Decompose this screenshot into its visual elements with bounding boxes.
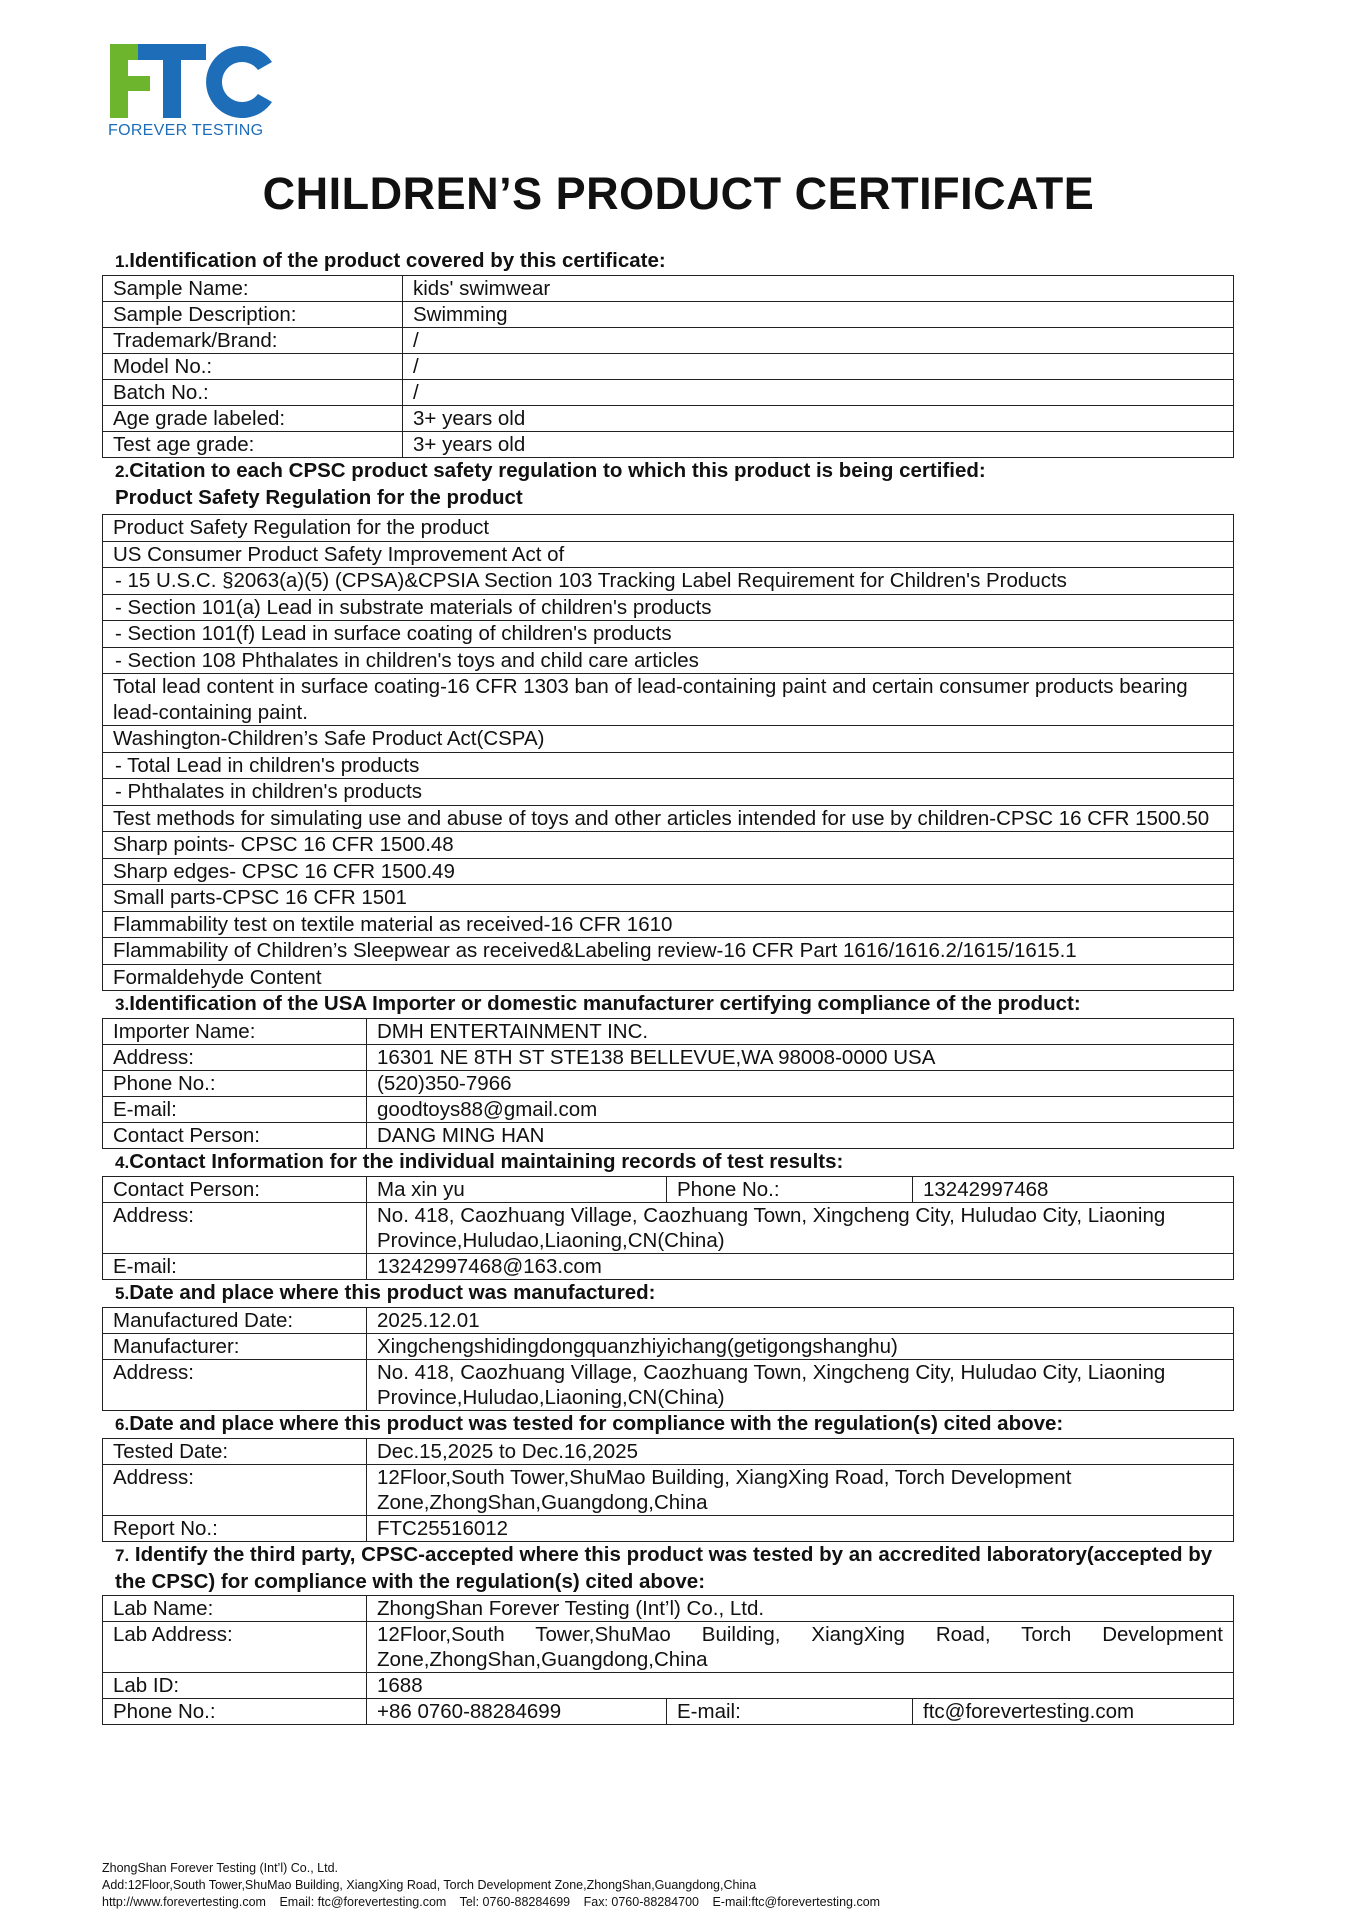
page-footer bbox=[102, 1860, 890, 1911]
table-row: Lab Address: 12Floor,South Tower,ShuMao Building, XiangXing Road, Torch Development Zone,ZhongShan,Guangdong,China bbox=[103, 1622, 1234, 1673]
table-row: Manufacturer: Xingchengshidingdongquanzhiyichang(getigongshanghu) bbox=[103, 1334, 1234, 1360]
footer-website[interactable]: http://www.forevertesting.com bbox=[102, 1895, 266, 1909]
section-2-subheading: Product Safety Regulation for the product bbox=[115, 486, 523, 509]
table-row: Address: No. 418, Caozhuang Village, Caozhuang Town, Xingcheng City, Huludao City, Liaoning Province,Huludao,Liaoning,CN(China) bbox=[103, 1203, 1234, 1254]
table-row: - Section 101(f) Lead in surface coating of children's products bbox=[103, 621, 1234, 648]
section-7-table bbox=[102, 1595, 1234, 1725]
section-3-heading: 3.Identification of the USA Importer or domestic manufacturer certifying compliance of the product: bbox=[115, 992, 1081, 1015]
table-row: Sharp points- CPSC 16 CFR 1500.48 bbox=[103, 832, 1234, 859]
table-row: E-mail: 13242997468@163.com bbox=[103, 1254, 1234, 1280]
section-1-heading: 1.Identification of the product covered by this certificate: bbox=[115, 249, 666, 272]
table-row: Flammability of Children’s Sleepwear as received&Labeling review-16 CFR Part 1616/1616.2/1615/1615.1 bbox=[103, 938, 1234, 965]
page-title: CHILDREN’S PRODUCT CERTIFICATE bbox=[262, 168, 1095, 219]
table-row: Sharp edges- CPSC 16 CFR 1500.49 bbox=[103, 858, 1234, 885]
table-row: Product Safety Regulation for the product bbox=[103, 515, 1234, 542]
certificate-content bbox=[102, 248, 1234, 1725]
section-1-table bbox=[102, 275, 1234, 458]
table-row: Tested Date: Dec.15,2025 to Dec.16,2025 bbox=[103, 1439, 1234, 1465]
table-row: Report No.: FTC25516012 bbox=[103, 1516, 1234, 1542]
footer-fax: Fax: 0760-88284700 bbox=[583, 1895, 699, 1909]
section-2-heading: 2.Citation to each CPSC product safety regulation to which this product is being certified: bbox=[115, 459, 986, 482]
footer-tel: Tel: 0760-88284699 bbox=[459, 1895, 571, 1909]
section-6-table bbox=[102, 1438, 1234, 1542]
table-row: Importer Name: DMH ENTERTAINMENT INC. bbox=[103, 1019, 1234, 1045]
section-2-table bbox=[102, 514, 1234, 991]
table-row: Phone No.: (520)350-7966 bbox=[103, 1071, 1234, 1097]
table-row: Sample Description: Swimming bbox=[103, 302, 1234, 328]
table-row: Trademark/Brand: / bbox=[103, 328, 1234, 354]
table-row: - 15 U.S.C. §2063(a)(5) (CPSA)&CPSIA Section 103 Tracking Label Requirement for Children's Products bbox=[103, 568, 1234, 595]
ftc-logo-icon bbox=[108, 40, 278, 120]
section-5-table bbox=[102, 1307, 1234, 1411]
table-row: Contact Person: Ma xin yu Phone No.: 13242997468 bbox=[103, 1177, 1234, 1203]
table-row: Manufactured Date: 2025.12.01 bbox=[103, 1308, 1234, 1334]
table-row: Test methods for simulating use and abuse of toys and other articles intended for use by children-CPSC 16 CFR 1500.50 bbox=[103, 805, 1234, 832]
table-row: Sample Name: kids' swimwear bbox=[103, 276, 1234, 302]
table-row: Washington-Children’s Safe Product Act(CSPA) bbox=[103, 726, 1234, 753]
section-4-table bbox=[102, 1176, 1234, 1280]
table-row: Total lead content in surface coating-16 CFR 1303 ban of lead-containing paint and certain consumer products bearing lead-containing paint. bbox=[103, 674, 1234, 726]
table-row: Formaldehyde Content bbox=[103, 964, 1234, 991]
table-row: Flammability test on textile material as received-16 CFR 1610 bbox=[103, 911, 1234, 938]
logo-subtext: FOREVER TESTING bbox=[108, 122, 264, 139]
table-row: Phone No.: +86 0760-88284699 E-mail: ftc@forevertesting.com bbox=[103, 1699, 1234, 1725]
table-row: Test age grade: 3+ years old bbox=[103, 432, 1234, 458]
section-7-heading: 7. Identify the third party, CPSC-accepted where this product was tested by an accredited laboratory(accepted by the CPSC) for compliance with the regulation(s) cited above: bbox=[115, 1543, 1213, 1593]
table-row: Address: No. 418, Caozhuang Village, Caozhuang Town, Xingcheng City, Huludao City, Liaoning Province,Huludao,Liaoning,CN(China) bbox=[103, 1360, 1234, 1411]
table-row: Batch No.: / bbox=[103, 380, 1234, 406]
footer-company: ZhongShan Forever Testing (Int’l) Co., Ltd. bbox=[102, 1861, 338, 1875]
table-row: Small parts-CPSC 16 CFR 1501 bbox=[103, 885, 1234, 912]
section-4-heading: 4.Contact Information for the individual maintaining records of test results: bbox=[115, 1150, 844, 1173]
footer-email[interactable]: Email: ftc@forevertesting.com bbox=[279, 1895, 447, 1909]
table-row: - Section 108 Phthalates in children's toys and child care articles bbox=[103, 647, 1234, 674]
table-row: US Consumer Product Safety Improvement Act of bbox=[103, 541, 1234, 568]
table-row: Contact Person: DANG MING HAN bbox=[103, 1123, 1234, 1149]
section-5-heading: 5.Date and place where this product was manufactured: bbox=[115, 1281, 656, 1304]
footer-email-2[interactable]: E-mail:ftc@forevertesting.com bbox=[712, 1895, 881, 1909]
table-row: - Phthalates in children's products bbox=[103, 779, 1234, 806]
table-row: Lab ID: 1688 bbox=[103, 1673, 1234, 1699]
table-row: Lab Name: ZhongShan Forever Testing (Int’l) Co., Ltd. bbox=[103, 1596, 1234, 1622]
table-row: Model No.: / bbox=[103, 354, 1234, 380]
ftc-logo bbox=[108, 40, 288, 140]
section-3-table bbox=[102, 1018, 1234, 1149]
table-row: E-mail: goodtoys88@gmail.com bbox=[103, 1097, 1234, 1123]
footer-contacts bbox=[102, 1894, 890, 1911]
table-row: - Section 101(a) Lead in substrate materials of children's products bbox=[103, 594, 1234, 621]
footer-address: Add:12Floor,South Tower,ShuMao Building, XiangXing Road, Torch Development Zone,ZhongShan,Guangdong,China bbox=[102, 1878, 757, 1892]
table-row: - Total Lead in children's products bbox=[103, 752, 1234, 779]
table-row: Age grade labeled: 3+ years old bbox=[103, 406, 1234, 432]
table-row: Address: 16301 NE 8TH ST STE138 BELLEVUE,WA 98008-0000 USA bbox=[103, 1045, 1234, 1071]
section-6-heading: 6.Date and place where this product was tested for compliance with the regulation(s) cited above: bbox=[115, 1412, 1064, 1435]
table-row: Address: 12Floor,South Tower,ShuMao Building, XiangXing Road, Torch Development Zone,ZhongShan,Guangdong,China bbox=[103, 1465, 1234, 1516]
